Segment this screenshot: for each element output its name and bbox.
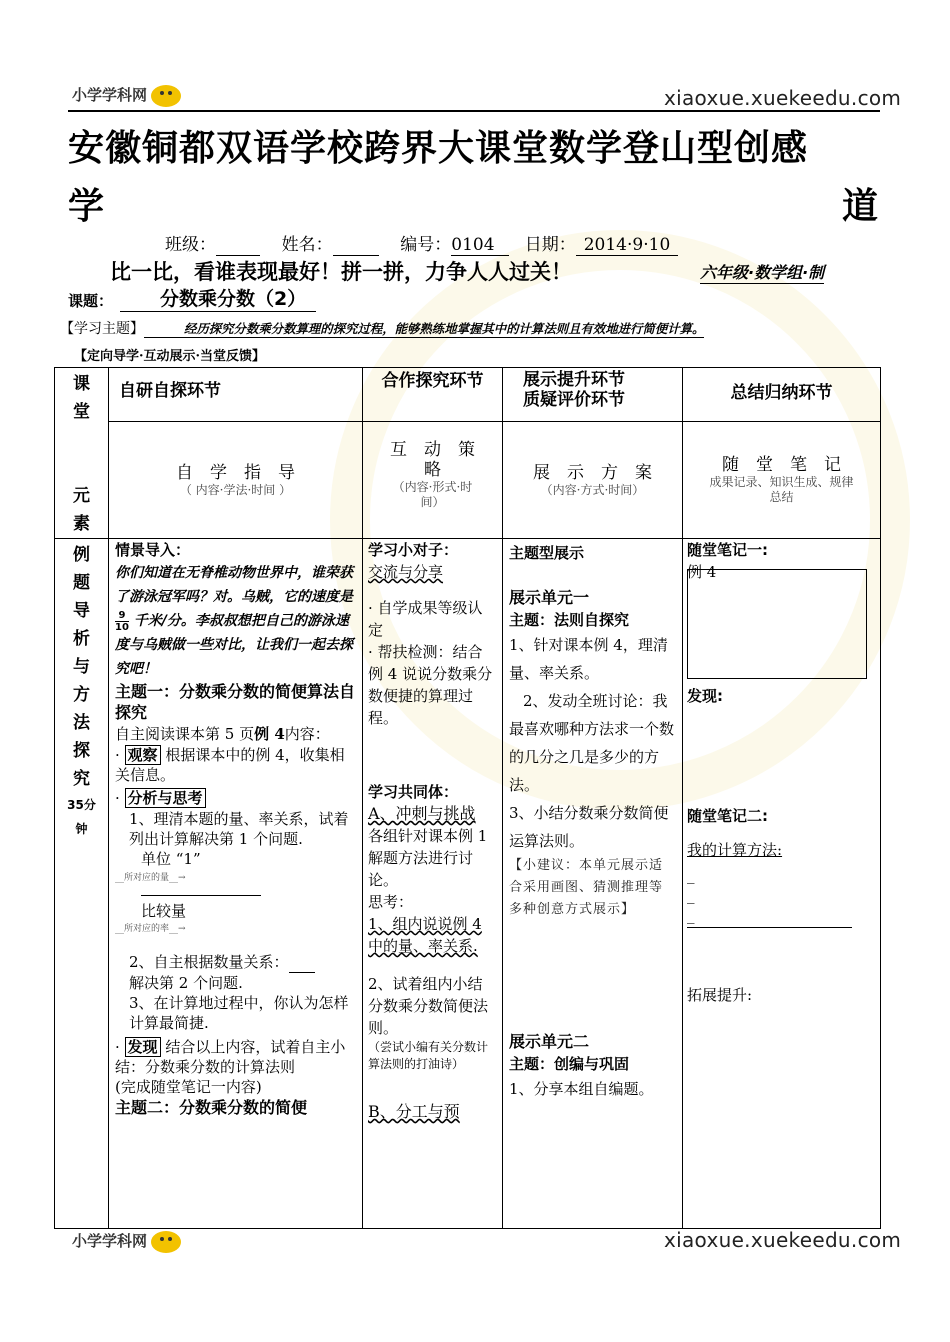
slogan: 比一比，看谁表现最好！拼一拼，力争人人过关！ xyxy=(110,260,572,284)
observe-text: 根据课本中的例 4，收集相关信息。 xyxy=(115,746,345,784)
maker-text: 六年级·数学组·制 xyxy=(700,260,824,284)
read-example: 例 4 xyxy=(254,725,285,743)
note1-frame[interactable] xyxy=(687,569,867,679)
extend-label: 拓展提升: xyxy=(687,986,753,1004)
display-unit1-topic: 主题：法则自探究 xyxy=(509,611,630,629)
theme-line xyxy=(60,318,704,338)
date-value: 2014·9·10 xyxy=(576,235,679,256)
think-1: 1、组内说说例 4 中的量、率关系. xyxy=(368,915,482,955)
step2b: 解决第 2 个问题. xyxy=(129,974,243,992)
date-label: 日期： xyxy=(524,235,576,255)
header-logo xyxy=(72,84,181,107)
subhead-plan xyxy=(503,422,683,539)
display-unit1-item2: 2、发动全班讨论：我最喜欢哪种方法求一个数的几分之几是多少的方法。 xyxy=(509,692,675,794)
subhead-plan-title: 展 示 方 案 xyxy=(533,463,652,484)
topic2-heading: 主题二：分数乘分数的简便 xyxy=(115,1098,308,1117)
subhead-plan-note: （内容·方式·时间） xyxy=(540,483,645,498)
pair-sub: 交流与分享 xyxy=(368,563,444,581)
step2 xyxy=(115,952,356,973)
intro-heading: 情景导入： xyxy=(115,541,191,559)
header-logo-text: 小学学科网 xyxy=(72,86,148,104)
read-text: 自主阅读课本第 5 页 xyxy=(115,725,255,743)
doc-title-line1: 安徽铜都双语学校跨界大课堂数学登山型创感 xyxy=(68,128,809,169)
unit-one: 单位 “1” xyxy=(141,850,201,868)
theme-label: 【学习主题】 xyxy=(60,321,144,337)
footer-logo-text: 小学学科网 xyxy=(72,1232,148,1250)
discover-label: 发现: xyxy=(687,687,723,705)
name-label: 姓名： xyxy=(281,235,333,255)
header-cooperate xyxy=(363,368,503,422)
find-item: · 发现 结合以上内容，试着自主小结：分数乘分数的计算法则 xyxy=(115,1038,346,1076)
group-a-text: 各组针对课本例 1 解题方法进行讨论。 xyxy=(368,827,488,889)
header-cooperate-text: 合作探究环节 xyxy=(381,371,484,391)
display-unit1-item1: 1、针对课本例 4，理清量、率关系。 xyxy=(509,636,668,682)
header-self-study xyxy=(109,368,363,422)
think-2-note: （尝试小编有关分数计算法则的打油诗） xyxy=(368,1040,489,1071)
observe-item: · 观察 根据课本中的例 4，收集相关信息。 xyxy=(115,746,345,784)
col-head-elements xyxy=(55,368,109,539)
find-text: 结合以上内容，试着自主小结：分数乘分数的计算法则 xyxy=(115,1038,346,1076)
intro-story-text: 你们知道在无脊椎动物世界中，谁荣获了游泳冠军吗？对。乌贼，它的速度是 xyxy=(115,565,353,605)
group-heading: 学习共同体： xyxy=(368,783,459,801)
subhead-self-guide-title: 自 学 指 导 xyxy=(176,463,295,484)
pair-item-1: · 自学成果等级认定 xyxy=(368,599,483,639)
think-2: 2、试着组内小结分数乘分数简便法则。 xyxy=(368,975,489,1037)
lesson-title xyxy=(120,284,316,312)
pair-item-2: · 帮扶检测：结合例 4 说说分数乘分数便捷的算理过程。 xyxy=(368,643,493,727)
self-study-content xyxy=(109,539,363,1229)
display-unit2-topic: 主题：创编与巩固 xyxy=(509,1055,630,1073)
observe-box: 观察 xyxy=(125,745,161,765)
subhead-strategy xyxy=(363,422,503,539)
topic1-heading: 主题一：分数乘分数的简便算法自探究 xyxy=(115,682,356,722)
row-label-text: 例 题 导 析 与 方 法 探 究 xyxy=(73,545,90,789)
pair-heading: 学习小对子： xyxy=(368,541,459,559)
name-field[interactable] xyxy=(333,235,379,256)
method-lines[interactable]: _ _ _ xyxy=(687,865,876,928)
display-unit1: 展示单元一 xyxy=(509,588,590,607)
display-unit2-item1: 1、分享本组自编题。 xyxy=(509,1080,654,1098)
summary-content xyxy=(683,539,881,1229)
display-unit2: 展示单元二 xyxy=(509,1032,590,1051)
read-end: 内容： xyxy=(284,725,330,743)
rate-hint-row: __所对应的率__→ xyxy=(115,924,186,934)
note1-heading: 随堂笔记一: xyxy=(687,541,768,559)
group-a: A、冲刺与挑战 xyxy=(368,804,476,823)
group-b: B、分工与预 xyxy=(368,1102,460,1121)
subhead-self-guide xyxy=(109,422,363,539)
subhead-notes-note: 成果记录、知识生成、规律 总结 xyxy=(709,475,854,505)
display-heading: 主题型展示 xyxy=(509,544,585,562)
step2-text: 2、自主根据数量关系： xyxy=(129,953,289,971)
lesson-label: 课题： xyxy=(68,292,114,310)
info-line xyxy=(165,230,678,256)
number-label: 编号： xyxy=(400,235,452,255)
read-instruction xyxy=(115,723,356,745)
footer-site: xiaoxue.xuekeedu.com xyxy=(664,1228,902,1252)
intro-story-text2: 千米/分。李叔叔想把自己的游泳速度与乌贼做一些对比，让我们一起去探究吧！ xyxy=(115,613,353,677)
col-head-elements-text: 课 堂 元 素 xyxy=(73,374,90,534)
step1: 1、理清本题的量、率关系，试着 xyxy=(129,810,349,828)
finish-note: (完成随堂笔记一内容) xyxy=(115,1078,262,1096)
think-label: 思考： xyxy=(368,893,414,911)
lesson-table xyxy=(54,367,881,1229)
analyze-item: · 分析与思考 xyxy=(115,787,356,809)
amount-hint-row: __所对应的量__→ xyxy=(115,873,186,883)
display-content xyxy=(503,539,683,1229)
footer-mascot-icon xyxy=(151,1231,181,1253)
compare-amount: 比较量 xyxy=(141,902,187,920)
subhead-strategy-note: （内容·形式·时 间） xyxy=(392,480,473,510)
subhead-self-guide-note: （ 内容·学法·时间 ） xyxy=(179,483,292,498)
speed-fraction xyxy=(115,610,129,633)
amount-hint: 所对应的量 xyxy=(124,873,170,883)
class-label: 班级： xyxy=(165,235,216,255)
step1b: 列出计算解决第 1 个问题. xyxy=(129,830,303,848)
number-value: 0104 xyxy=(451,235,508,256)
header-summary-text: 总结归纳环节 xyxy=(730,383,833,403)
find-box: 发现 xyxy=(125,1037,161,1057)
mascot-icon xyxy=(151,85,181,107)
rate-hint: 所对应的率 xyxy=(124,924,170,934)
cooperate-content xyxy=(363,539,503,1229)
display-tip: 【小建议：本单元展示适合采用画图、猜测推理等多种创意方式展示】 xyxy=(509,858,664,917)
subhead-notes xyxy=(683,422,881,539)
lesson-value: 分数乘分数（2） xyxy=(120,284,316,312)
row-label xyxy=(55,539,109,1229)
header-display-text: 展示提升环节 质疑评价环节 xyxy=(523,370,625,410)
header-rule xyxy=(68,110,880,112)
display-unit1-item3: 3、小结分数乘分数简便运算法则。 xyxy=(509,804,669,850)
header-site: xiaoxue.xuekeedu.com xyxy=(664,86,902,110)
header-summary xyxy=(683,368,881,422)
step3: 3、在计算地过程中，你认为怎样 xyxy=(129,994,349,1012)
class-field[interactable] xyxy=(216,235,260,256)
doc-title-line2-left: 学 xyxy=(68,186,106,227)
note1-example: 例 4 xyxy=(687,563,717,581)
header-display xyxy=(503,368,683,422)
row-time: 35分 钟 xyxy=(67,798,96,836)
speed-den: 10 xyxy=(115,621,129,633)
analyze-box: 分析与思考 xyxy=(125,788,206,808)
header-self-study-text: 自研自探环节 xyxy=(119,381,221,401)
speed-num: 9 xyxy=(118,609,126,621)
intro-story xyxy=(115,561,356,681)
guide-line: 【定向导学·互动展示·当堂反馈】 xyxy=(74,349,266,364)
doc-title-line2-right: 道 xyxy=(842,186,880,227)
maker-label xyxy=(700,260,824,284)
step3b: 计算最简捷. xyxy=(129,1014,209,1032)
note2-heading: 随堂笔记二: xyxy=(687,807,768,825)
footer-logo xyxy=(72,1230,181,1253)
method-label: 我的计算方法: xyxy=(687,841,783,859)
subhead-strategy-title: 互 动 策 略 xyxy=(390,440,475,481)
theme-text: 经历探究分数乘分数算理的探究过程，能够熟练地掌握其中的计算法则且有效地进行简便计算。 xyxy=(144,319,704,338)
step2-blank[interactable] xyxy=(289,952,315,973)
subhead-notes-title: 随 堂 笔 记 xyxy=(722,455,841,476)
